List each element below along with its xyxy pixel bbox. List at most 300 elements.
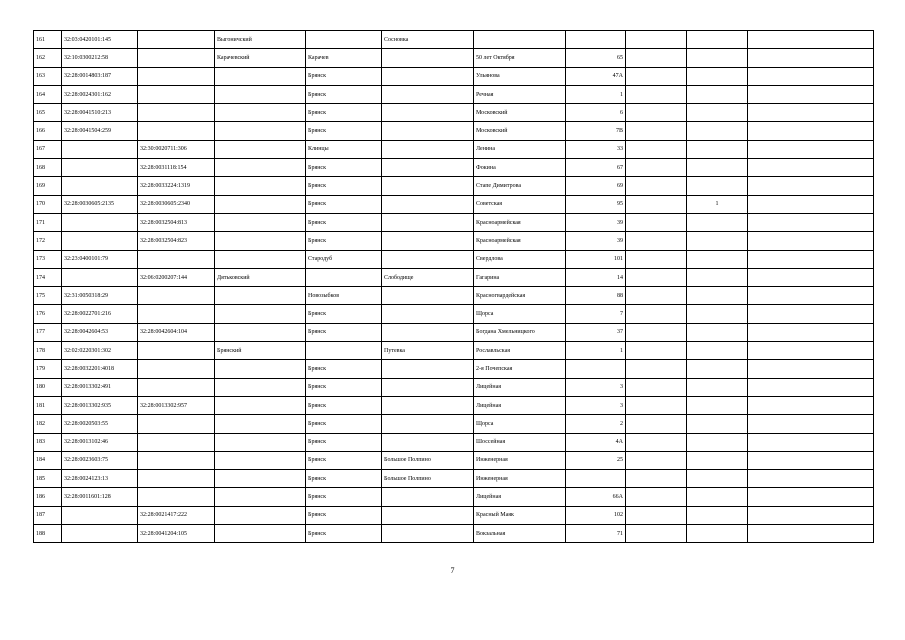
cell-city: Брянск [306, 159, 382, 177]
cell-district [215, 488, 306, 506]
cell-structure [687, 506, 748, 524]
cell-settlement [382, 104, 474, 122]
cell-building [626, 415, 687, 433]
cell-row-number: 185 [34, 470, 62, 488]
page-number: 7 [450, 566, 455, 575]
cell-city: Брянск [306, 213, 382, 231]
cell-note [748, 250, 874, 268]
cell-city: Брянск [306, 470, 382, 488]
table-row [34, 67, 874, 85]
cell-note [748, 525, 874, 543]
cell-house-number [566, 470, 626, 488]
cell-district: Карачевский [215, 49, 306, 67]
cell-house-number: 71 [566, 525, 626, 543]
cell-district [215, 140, 306, 158]
cell-building [626, 378, 687, 396]
cell-row-number: 180 [34, 378, 62, 396]
cell-structure [687, 122, 748, 140]
cell-note [748, 451, 874, 469]
cell-city: Брянск [306, 177, 382, 195]
cell-settlement: Большое Полпино [382, 470, 474, 488]
cell-street: Вокзальная [474, 525, 566, 543]
cell-house-number: 69 [566, 177, 626, 195]
cell-district [215, 85, 306, 103]
cell-structure [687, 177, 748, 195]
cell-city: Клинцы [306, 140, 382, 158]
cell-related-cadastral-number: 32:30:0020711:306 [138, 140, 215, 158]
cell-cadastral-number: 32:28:0041504:259 [62, 122, 138, 140]
cell-house-number: 95 [566, 195, 626, 213]
cell-street: Щорса [474, 305, 566, 323]
cell-note [748, 342, 874, 360]
cell-city [306, 268, 382, 286]
cell-structure [687, 470, 748, 488]
cell-house-number: 67 [566, 159, 626, 177]
cell-building [626, 433, 687, 451]
cell-note [748, 213, 874, 231]
cell-cadastral-number [62, 268, 138, 286]
cell-street: Фокина [474, 159, 566, 177]
cell-street: Ульянова [474, 67, 566, 85]
cell-district [215, 213, 306, 231]
cell-building [626, 49, 687, 67]
cell-related-cadastral-number [138, 488, 215, 506]
cell-city: Стародуб [306, 250, 382, 268]
cell-note [748, 140, 874, 158]
cell-related-cadastral-number: 32:28:0013302:957 [138, 396, 215, 414]
cell-row-number: 188 [34, 525, 62, 543]
cell-row-number: 166 [34, 122, 62, 140]
cell-structure [687, 396, 748, 414]
cell-cadastral-number: 32:28:0013302:491 [62, 378, 138, 396]
cell-house-number: 88 [566, 287, 626, 305]
cell-cadastral-number: 32:28:0024123:13 [62, 470, 138, 488]
cell-cadastral-number: 32:31:0050318:29 [62, 287, 138, 305]
cell-house-number: 2 [566, 415, 626, 433]
cell-building [626, 360, 687, 378]
cell-city: Брянск [306, 378, 382, 396]
cell-related-cadastral-number [138, 415, 215, 433]
cell-building [626, 268, 687, 286]
cell-related-cadastral-number [138, 470, 215, 488]
table-row [34, 342, 874, 360]
cell-street: Красный Маяк [474, 506, 566, 524]
cell-structure [687, 287, 748, 305]
cell-city: Брянск [306, 195, 382, 213]
cell-related-cadastral-number [138, 31, 215, 49]
cell-note [748, 396, 874, 414]
table-row [34, 250, 874, 268]
table-row [34, 488, 874, 506]
cell-city: Брянск [306, 488, 382, 506]
cell-settlement [382, 49, 474, 67]
cell-structure [687, 250, 748, 268]
cell-structure [687, 433, 748, 451]
cell-city: Брянск [306, 85, 382, 103]
cell-building [626, 195, 687, 213]
cell-cadastral-number [62, 140, 138, 158]
cell-related-cadastral-number: 32:28:0021417:222 [138, 506, 215, 524]
cell-cadastral-number: 32:28:0032201:4018 [62, 360, 138, 378]
cell-row-number: 181 [34, 396, 62, 414]
table-row [34, 31, 874, 49]
cell-district [215, 122, 306, 140]
cell-street: Советская [474, 195, 566, 213]
cell-row-number: 183 [34, 433, 62, 451]
cell-city: Брянск [306, 104, 382, 122]
cell-row-number: 182 [34, 415, 62, 433]
cell-cadastral-number: 32:28:0030605:2135 [62, 195, 138, 213]
cell-street: Красноармейская [474, 213, 566, 231]
cell-cadastral-number [62, 177, 138, 195]
cell-row-number: 173 [34, 250, 62, 268]
cell-structure [687, 488, 748, 506]
cell-structure [687, 232, 748, 250]
cell-settlement [382, 323, 474, 341]
cell-district [215, 378, 306, 396]
cell-house-number: 4А [566, 433, 626, 451]
cell-row-number: 162 [34, 49, 62, 67]
cell-row-number: 176 [34, 305, 62, 323]
cell-settlement [382, 232, 474, 250]
cell-street: 2-я Почепская [474, 360, 566, 378]
cell-settlement [382, 396, 474, 414]
cell-row-number: 163 [34, 67, 62, 85]
cell-note [748, 506, 874, 524]
cell-district [215, 525, 306, 543]
cell-street: Свердлова [474, 250, 566, 268]
cell-structure [687, 378, 748, 396]
cell-building [626, 323, 687, 341]
cell-district [215, 305, 306, 323]
cell-related-cadastral-number: 32:28:0030605:2340 [138, 195, 215, 213]
cell-related-cadastral-number [138, 250, 215, 268]
cell-building [626, 104, 687, 122]
table-row [34, 232, 874, 250]
table-row [34, 433, 874, 451]
cell-row-number: 187 [34, 506, 62, 524]
cell-district [215, 415, 306, 433]
cell-structure [687, 104, 748, 122]
cell-street: Инженерная [474, 451, 566, 469]
cell-street: Гагарина [474, 268, 566, 286]
cell-street: Московский [474, 122, 566, 140]
cell-cadastral-number: 32:23:0400101:79 [62, 250, 138, 268]
cell-row-number: 161 [34, 31, 62, 49]
cell-settlement: Большое Полпино [382, 451, 474, 469]
cell-note [748, 415, 874, 433]
cell-city: Брянск [306, 122, 382, 140]
cell-building [626, 287, 687, 305]
cell-related-cadastral-number: 32:28:0032504:823 [138, 232, 215, 250]
cell-district [215, 195, 306, 213]
cell-note [748, 49, 874, 67]
cell-house-number: 3 [566, 396, 626, 414]
cell-building [626, 250, 687, 268]
cell-district [215, 232, 306, 250]
table-row [34, 213, 874, 231]
cell-settlement [382, 287, 474, 305]
cell-street: Инженерная [474, 470, 566, 488]
cell-cadastral-number: 32:28:0023603:75 [62, 451, 138, 469]
cell-city: Брянск [306, 396, 382, 414]
cell-district [215, 451, 306, 469]
cell-district [215, 159, 306, 177]
cell-structure [687, 323, 748, 341]
cell-cadastral-number: 32:28:0020503:55 [62, 415, 138, 433]
table-row [34, 195, 874, 213]
cell-note [748, 67, 874, 85]
cell-row-number: 170 [34, 195, 62, 213]
cell-street: 50 лет Октября [474, 49, 566, 67]
cell-cadastral-number: 32:03:0420101:145 [62, 31, 138, 49]
cell-note [748, 195, 874, 213]
cell-related-cadastral-number [138, 305, 215, 323]
cell-cadastral-number: 32:28:0011601:128 [62, 488, 138, 506]
cell-building [626, 232, 687, 250]
table-row [34, 525, 874, 543]
cell-cadastral-number: 32:02:0220301:302 [62, 342, 138, 360]
table-row [34, 506, 874, 524]
cell-city: Брянск [306, 232, 382, 250]
cell-house-number: 65 [566, 49, 626, 67]
cell-row-number: 184 [34, 451, 62, 469]
cell-street: Речная [474, 85, 566, 103]
cell-row-number: 175 [34, 287, 62, 305]
cell-city [306, 31, 382, 49]
cell-settlement: Путевка [382, 342, 474, 360]
cell-related-cadastral-number: 32:28:0042604:104 [138, 323, 215, 341]
cell-related-cadastral-number: 32:06:0200207:144 [138, 268, 215, 286]
cell-settlement [382, 213, 474, 231]
cell-city: Карачев [306, 49, 382, 67]
cell-district: Выгоничский [215, 31, 306, 49]
cell-settlement [382, 177, 474, 195]
cell-cadastral-number [62, 506, 138, 524]
table-row [34, 49, 874, 67]
cell-house-number: 47А [566, 67, 626, 85]
cell-settlement [382, 85, 474, 103]
cell-structure [687, 49, 748, 67]
cell-note [748, 287, 874, 305]
cell-city [306, 342, 382, 360]
cell-house-number: 37 [566, 323, 626, 341]
cell-city: Брянск [306, 323, 382, 341]
cell-structure [687, 525, 748, 543]
cell-building [626, 525, 687, 543]
cell-building [626, 396, 687, 414]
table-row [34, 396, 874, 414]
cell-building [626, 506, 687, 524]
cell-note [748, 378, 874, 396]
table-row [34, 451, 874, 469]
cell-street: Лицейная [474, 488, 566, 506]
cell-settlement [382, 67, 474, 85]
cell-district [215, 104, 306, 122]
cell-cadastral-number: 32:28:0014803:187 [62, 67, 138, 85]
cell-row-number: 174 [34, 268, 62, 286]
cell-building [626, 85, 687, 103]
cell-street: Рославльская [474, 342, 566, 360]
cell-cadastral-number [62, 232, 138, 250]
cell-row-number: 179 [34, 360, 62, 378]
cell-note [748, 268, 874, 286]
cell-related-cadastral-number [138, 342, 215, 360]
cell-house-number: 14 [566, 268, 626, 286]
table-row [34, 85, 874, 103]
cell-structure [687, 342, 748, 360]
cell-district [215, 250, 306, 268]
cell-cadastral-number: 32:28:0013102:46 [62, 433, 138, 451]
cell-related-cadastral-number [138, 85, 215, 103]
cell-district [215, 323, 306, 341]
cell-house-number: 6 [566, 104, 626, 122]
cell-note [748, 122, 874, 140]
cell-settlement: Сосновка [382, 31, 474, 49]
cell-row-number: 169 [34, 177, 62, 195]
cell-house-number: 66А [566, 488, 626, 506]
cell-note [748, 104, 874, 122]
cell-building [626, 342, 687, 360]
cell-street: Щорса [474, 415, 566, 433]
cell-row-number: 171 [34, 213, 62, 231]
table-row [34, 159, 874, 177]
cell-city: Брянск [306, 305, 382, 323]
table-row [34, 177, 874, 195]
cell-house-number: 1 [566, 85, 626, 103]
registry-table-body [34, 31, 874, 543]
cell-structure [687, 268, 748, 286]
cell-settlement [382, 195, 474, 213]
cell-district [215, 506, 306, 524]
cell-row-number: 164 [34, 85, 62, 103]
table-row [34, 140, 874, 158]
cell-settlement [382, 305, 474, 323]
cell-street: Стапе Димитрова [474, 177, 566, 195]
cell-building [626, 213, 687, 231]
cell-cadastral-number: 32:10:0300212:58 [62, 49, 138, 67]
cell-city: Брянск [306, 360, 382, 378]
cell-related-cadastral-number: 32:28:0031118:154 [138, 159, 215, 177]
cell-city: Брянск [306, 67, 382, 85]
table-row [34, 360, 874, 378]
cell-building [626, 305, 687, 323]
cell-related-cadastral-number: 32:28:0041204:105 [138, 525, 215, 543]
cell-district [215, 470, 306, 488]
cell-street: Красноармейская [474, 232, 566, 250]
cell-house-number: 33 [566, 140, 626, 158]
cell-building [626, 122, 687, 140]
cell-note [748, 232, 874, 250]
cell-note [748, 177, 874, 195]
cell-district [215, 177, 306, 195]
cell-district [215, 67, 306, 85]
cell-district: Дятьковский [215, 268, 306, 286]
cell-note [748, 323, 874, 341]
cell-related-cadastral-number [138, 360, 215, 378]
cell-house-number: 101 [566, 250, 626, 268]
cell-street: Лицейная [474, 378, 566, 396]
cell-cadastral-number: 32:28:0013302:935 [62, 396, 138, 414]
cell-structure [687, 31, 748, 49]
cell-city: Брянск [306, 433, 382, 451]
cell-row-number: 172 [34, 232, 62, 250]
cell-street: Лицейная [474, 396, 566, 414]
cell-street: Красногвардейская [474, 287, 566, 305]
cell-building [626, 470, 687, 488]
cell-structure: 1 [687, 195, 748, 213]
cell-cadastral-number: 32:28:0041510:213 [62, 104, 138, 122]
cell-note [748, 433, 874, 451]
table-row [34, 470, 874, 488]
cell-district [215, 360, 306, 378]
cell-city: Брянск [306, 525, 382, 543]
cell-note [748, 159, 874, 177]
cell-city: Брянск [306, 506, 382, 524]
cell-district [215, 433, 306, 451]
cell-settlement [382, 122, 474, 140]
cell-cadastral-number: 32:28:0024301:162 [62, 85, 138, 103]
cell-related-cadastral-number [138, 451, 215, 469]
cell-note [748, 470, 874, 488]
cell-street [474, 31, 566, 49]
cell-related-cadastral-number [138, 433, 215, 451]
cell-related-cadastral-number [138, 122, 215, 140]
cell-related-cadastral-number [138, 287, 215, 305]
cell-related-cadastral-number [138, 378, 215, 396]
cell-house-number: 25 [566, 451, 626, 469]
cell-related-cadastral-number [138, 49, 215, 67]
cell-structure [687, 213, 748, 231]
cell-structure [687, 360, 748, 378]
cell-structure [687, 159, 748, 177]
cell-settlement [382, 506, 474, 524]
cell-settlement [382, 250, 474, 268]
cell-street: Ленина [474, 140, 566, 158]
cell-house-number: 39 [566, 232, 626, 250]
cell-row-number: 186 [34, 488, 62, 506]
cell-related-cadastral-number: 32:28:0033224:1319 [138, 177, 215, 195]
cell-settlement: Слободище [382, 268, 474, 286]
cell-street: Шоссейная [474, 433, 566, 451]
cell-structure [687, 451, 748, 469]
cell-building [626, 67, 687, 85]
cell-building [626, 488, 687, 506]
cell-building [626, 451, 687, 469]
table-row [34, 268, 874, 286]
table-row [34, 323, 874, 341]
cell-settlement [382, 525, 474, 543]
cell-building [626, 159, 687, 177]
table-row [34, 287, 874, 305]
cell-note [748, 31, 874, 49]
registry-table [33, 30, 874, 543]
cell-settlement [382, 433, 474, 451]
cell-cadastral-number [62, 213, 138, 231]
cell-street: Богдана Хмельницкого [474, 323, 566, 341]
cell-related-cadastral-number: 32:28:0032504:813 [138, 213, 215, 231]
cell-city: Брянск [306, 451, 382, 469]
cell-settlement [382, 415, 474, 433]
cell-note [748, 305, 874, 323]
cell-structure [687, 415, 748, 433]
table-row [34, 122, 874, 140]
cell-settlement [382, 360, 474, 378]
cell-district [215, 396, 306, 414]
table-row [34, 104, 874, 122]
table-row [34, 415, 874, 433]
cell-house-number [566, 31, 626, 49]
